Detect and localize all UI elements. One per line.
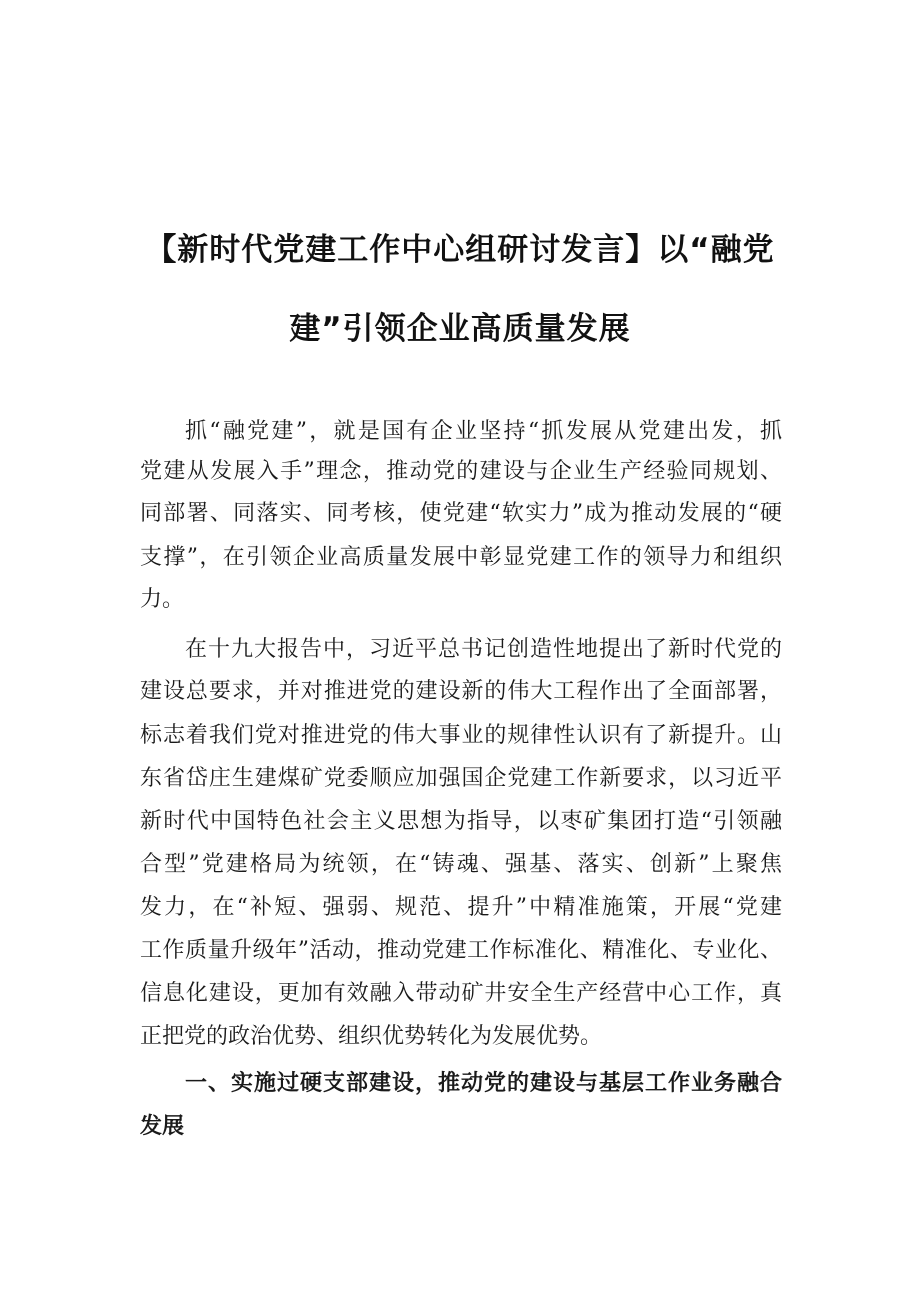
section-heading-line-2: 发展 bbox=[140, 1114, 185, 1139]
paragraph-1-line-4: 支撑”，在引领企业高质量发展中彰显党建工作的领导力和组织 bbox=[140, 545, 782, 570]
paragraph-2-line-8: 工作质量升级年”活动，推动党建工作标准化、精准化、专业化、 bbox=[140, 938, 782, 963]
paragraph-1-line-3: 同部署、同落实、同考核，使党建“软实力”成为推动发展的“硬 bbox=[140, 501, 782, 526]
paragraph-1-line-5: 力。 bbox=[140, 587, 185, 612]
section-heading-line-1: 一、实施过硬支部建设，推动党的建设与基层工作业务融合 bbox=[185, 1071, 782, 1096]
paragraph-2-line-3: 标志着我们党对推进党的伟大事业的规律性认识有了新提升。山 bbox=[140, 723, 782, 748]
document-title-line-2: 建”引领企业高质量发展 bbox=[289, 311, 631, 347]
paragraph-2-line-2: 建设总要求，并对推进党的建设新的伟大工程作出了全面部署， bbox=[140, 679, 782, 704]
paragraph-2-line-9: 信息化建设，更加有效融入带动矿井安全生产经营中心工作，真 bbox=[140, 981, 782, 1006]
paragraph-2-line-7: 发力，在“补短、强弱、规范、提升”中精准施策，开展“党建 bbox=[140, 895, 782, 920]
document-title-line-1: 【新时代党建工作中心组研讨发言】以“融党 bbox=[145, 232, 775, 268]
paragraph-1-line-1: 抓“融党建”，就是国有企业坚持“抓发展从党建出发，抓 bbox=[185, 419, 782, 444]
paragraph-2-line-4: 东省岱庄生建煤矿党委顺应加强国企党建工作新要求，以习近平 bbox=[140, 766, 782, 791]
paragraph-2-line-10: 正把党的政治优势、组织优势转化为发展优势。 bbox=[140, 1024, 603, 1049]
paragraph-2-line-5: 新时代中国特色社会主义思想为指导，以枣矿集团打造“引领融 bbox=[140, 809, 782, 834]
paragraph-1-line-2: 党建从发展入手”理念，推动党的建设与企业生产经验同规划、 bbox=[140, 459, 782, 484]
paragraph-2-line-1: 在十九大报告中，习近平总书记创造性地提出了新时代党的 bbox=[185, 637, 782, 662]
paragraph-2-line-6: 合型”党建格局为统领，在“铸魂、强基、落实、创新”上聚焦 bbox=[140, 852, 782, 877]
